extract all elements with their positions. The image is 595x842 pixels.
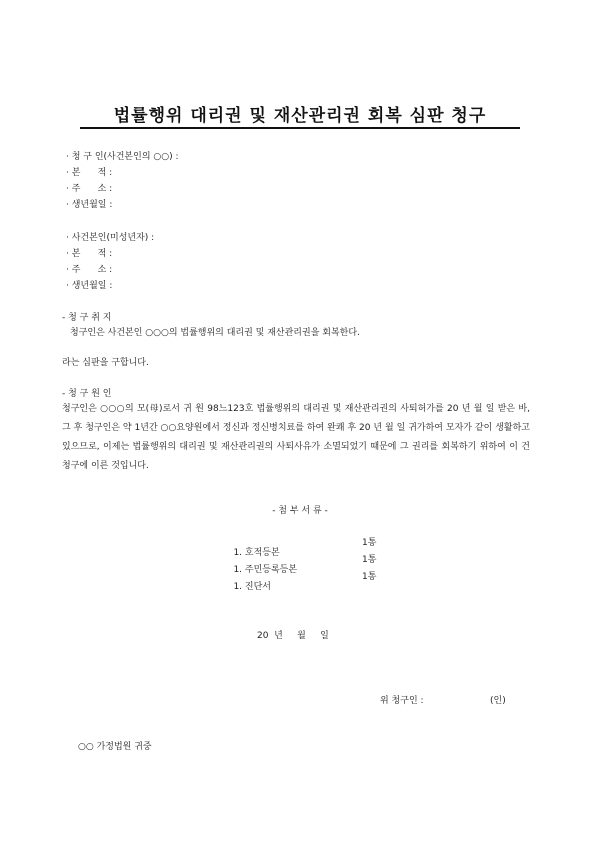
claimant-birth-date: · 생년월일 :	[66, 200, 113, 210]
attachment-item	[222, 569, 382, 612]
title-underline	[80, 127, 520, 129]
attachment-name: 1. 주민등록등본	[233, 565, 298, 575]
claimant-registered-domicile: · 본 적 :	[66, 168, 113, 178]
purpose-closing: 라는 심판을 구합니다.	[62, 358, 149, 368]
seal-mark: (인)	[490, 696, 506, 706]
claimant-heading: · 청 구 인(사건본인의 ○○) :	[66, 152, 179, 162]
cause-body: 청구인은 ○○○의 모(母)로서 귀 원 98느123호 법률행위의 대리권 및 재산관리권의 사퇴허가를 20 년 월 일 받은 바, 그 후 청구인은 약 1년간 ○○요양원에서 정신과 정신병치료를 하여 완쾌 후 20 년 월 일 귀가하여 모자가 같이 생활하고 있으므로, 이제는 법률행위의 대리권 및 재산관리권의 사퇴사유가 소멸되었기 때문에 그 권리를 회복하기 위하여 이 건 청구에 이른 것입니다.	[62, 404, 530, 471]
attachment-count: 1통	[362, 555, 377, 565]
document-title: 법률행위 대리권 및 재산관리권 회복 심판 청구	[113, 106, 487, 126]
attachment-count: 1통	[362, 572, 377, 582]
purpose-body: 청구인은 사건본인 ○○○의 법률행위의 대리권 및 재산관리권을 회복한다.	[70, 328, 360, 338]
claimant-address: · 주 소 :	[66, 184, 113, 194]
subject-registered-domicile: · 본 적 :	[66, 249, 113, 259]
signature-label: 위 청구인 :	[380, 696, 424, 706]
attachments-heading: - 첨 부 서 류 -	[272, 506, 328, 516]
attachment-name: 1. 진단서	[233, 582, 271, 592]
subject-heading: · 사건본인(미성년자) :	[66, 233, 155, 243]
subject-birth-date: · 생년월일 :	[66, 281, 113, 291]
court-addressee: ○○ 가정법원 귀중	[78, 742, 152, 752]
purpose-heading: - 청 구 취 지	[62, 313, 112, 323]
cause-heading: - 청 구 원 인	[62, 389, 112, 399]
attachment-count: 1통	[362, 538, 377, 548]
attachment-name: 1. 호적등본	[233, 548, 280, 558]
date-line: 20 년 월 일	[257, 631, 329, 641]
subject-address: · 주 소 :	[66, 265, 113, 275]
